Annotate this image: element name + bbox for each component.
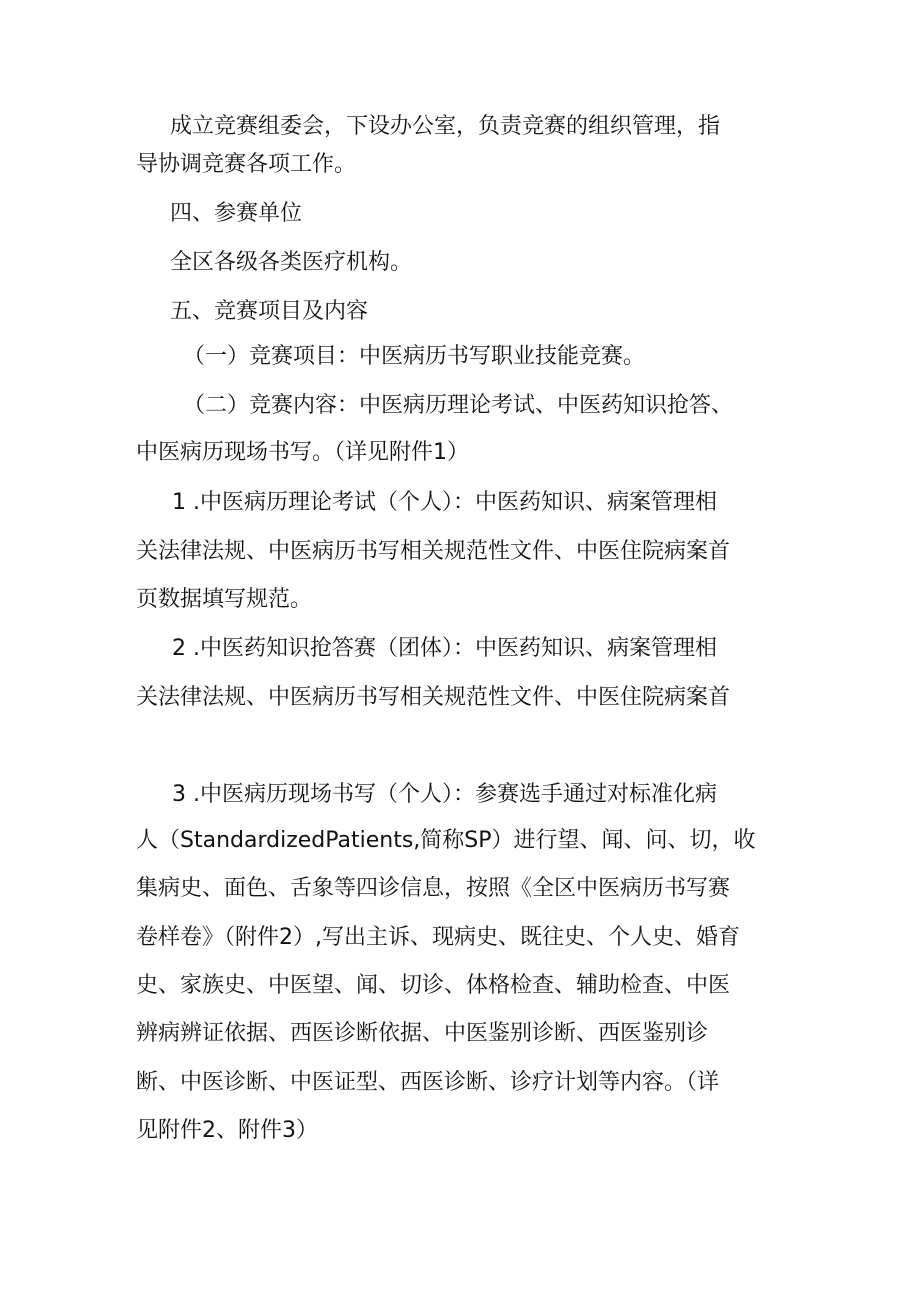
list-item-line: 见附件2、附件3）	[136, 1118, 318, 1143]
list-item-line: 3 .中医病历现场书写（个人）：参赛选手通过对标准化病	[172, 782, 717, 807]
list-item-line: 辨病辨证依据、西医诊断依据、中医鉴别诊断、西医鉴别诊	[136, 1021, 709, 1046]
list-item-line: 断、中医诊断、中医证型、西医诊断、诊疗计划等内容。（详	[136, 1070, 720, 1095]
list-item-line: 关法律法规、中医病历书写相关规范性文件、中医住院病案首	[136, 685, 731, 710]
section-heading: 四、参赛单位	[170, 201, 303, 226]
list-item-line: 1 .中医病历理论考试（个人）：中医药知识、病案管理相	[172, 490, 717, 515]
paragraph-line: （二）竞赛内容：中医病历理论考试、中医药知识抢答、	[183, 393, 734, 418]
list-item-line: 2 .中医药知识抢答赛（团体）：中医药知识、病案管理相	[172, 636, 717, 661]
paragraph-line: 成立竞赛组委会，下设办公室，负责竞赛的组织管理，指	[170, 114, 721, 139]
paragraph-line: 中医病历现场书写。（详见附件1）	[136, 440, 469, 465]
paragraph-line: 全区各级各类医疗机构。	[170, 250, 413, 275]
list-item-line: 人（StandardizedPatients,简称SP）进行望、闻、问、切，收	[136, 828, 756, 853]
paragraph-line: （一）竞赛项目：中医病历书写职业技能竞赛。	[183, 344, 646, 369]
list-item-line: 页数据填写规范。	[136, 587, 313, 612]
list-item-line: 卷样卷》（附件2）,写出主诉、现病史、既往史、个人史、婚育	[136, 925, 740, 950]
list-item-line: 集病史、面色、舌象等四诊信息，按照《全区中医病历书写赛	[136, 876, 731, 901]
list-item-line: 史、家族史、中医望、闻、切诊、体格检查、辅助检查、中医	[136, 973, 731, 998]
paragraph-line: 导协调竞赛各项工作。	[136, 152, 357, 177]
section-heading: 五、竞赛项目及内容	[170, 299, 369, 324]
list-item-line: 关法律法规、中医病历书写相关规范性文件、中医住院病案首	[136, 539, 731, 564]
